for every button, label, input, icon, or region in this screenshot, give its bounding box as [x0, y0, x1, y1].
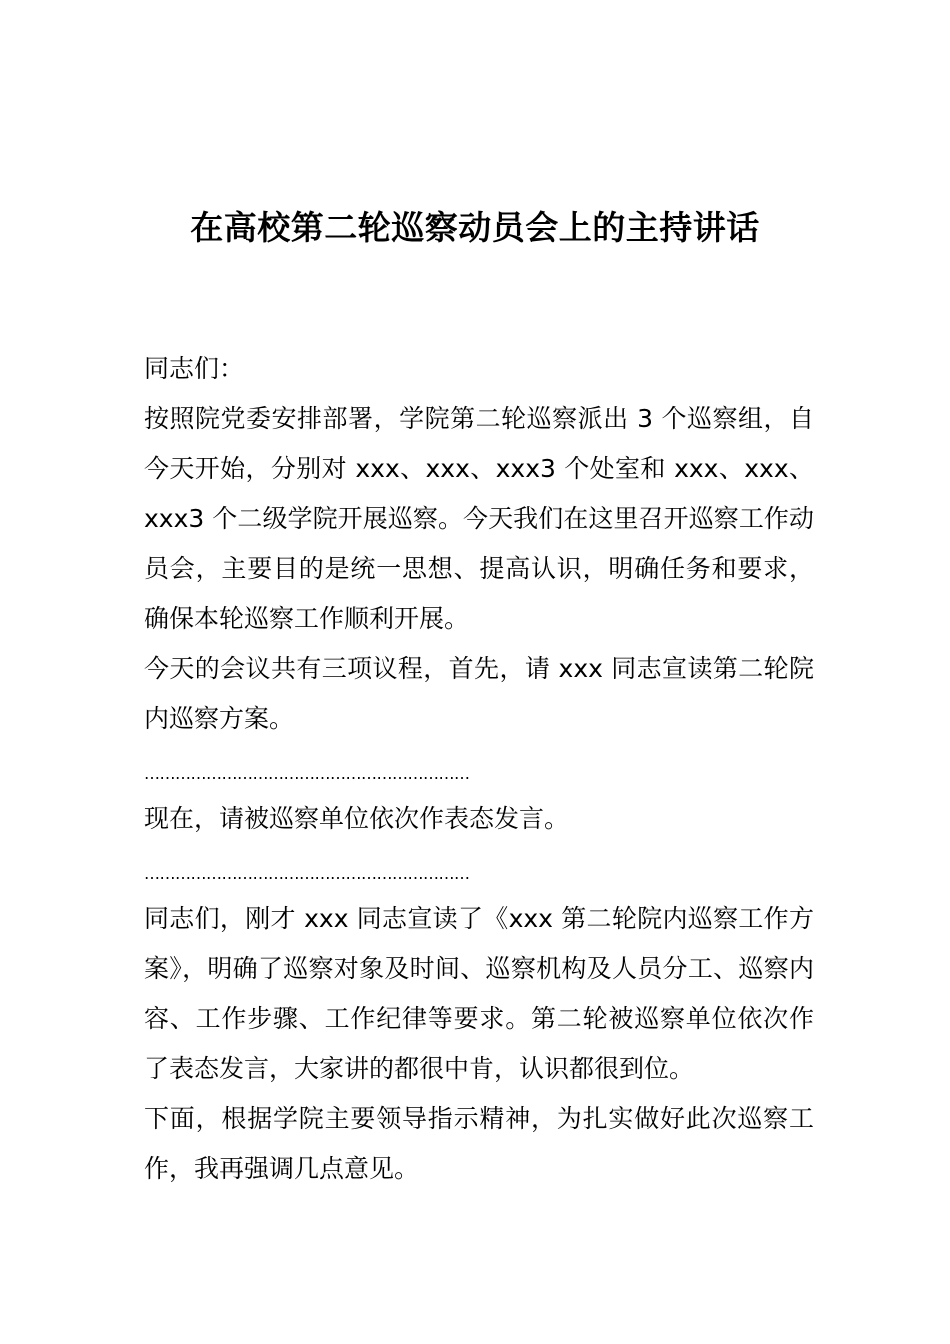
- document-body: [144, 344, 814, 1194]
- ellipsis-separator: ………………………………………………………: [144, 864, 470, 883]
- paragraph-summary: 同志们，刚才 xxx 同志宣读了《xxx 第二轮院内巡察工作方案》，明确了巡察对象及时间、巡察机构及人员分工、巡察内容、工作步骤、工作纪律等要求。第二轮被巡察单位依次作了表态发言，大家讲的都很中肯，认识都很到位。: [144, 904, 814, 1083]
- paragraph-salutation: 同志们：: [144, 354, 245, 383]
- document-title: 在高校第二轮巡察动员会上的主持讲话: [190, 208, 760, 247]
- paragraph-agenda: 今天的会议共有三项议程，首先，请 xxx 同志宣读第二轮院内巡察方案。: [144, 654, 814, 733]
- paragraph-statement-request: 现在，请被巡察单位依次作表态发言。: [144, 804, 570, 833]
- paragraph-transition: 下面，根据学院主要领导指示精神，为扎实做好此次巡察工作，我再强调几点意见。: [144, 1104, 814, 1183]
- paragraph-inspection-arrangement: 按照院党委安排部署，学院第二轮巡察派出 3 个巡察组，自今天开始，分别对 xxx、xxx、xxx3 个处室和 xxx、xxx、xxx3 个二级学院开展巡察。今天我们在这里召开巡察工作动员会，主要目的是统一思想、提高认识，明确任务和要求，确保本轮巡察工作顺利开展。: [144, 404, 814, 633]
- ellipsis-separator: ………………………………………………………: [144, 764, 470, 783]
